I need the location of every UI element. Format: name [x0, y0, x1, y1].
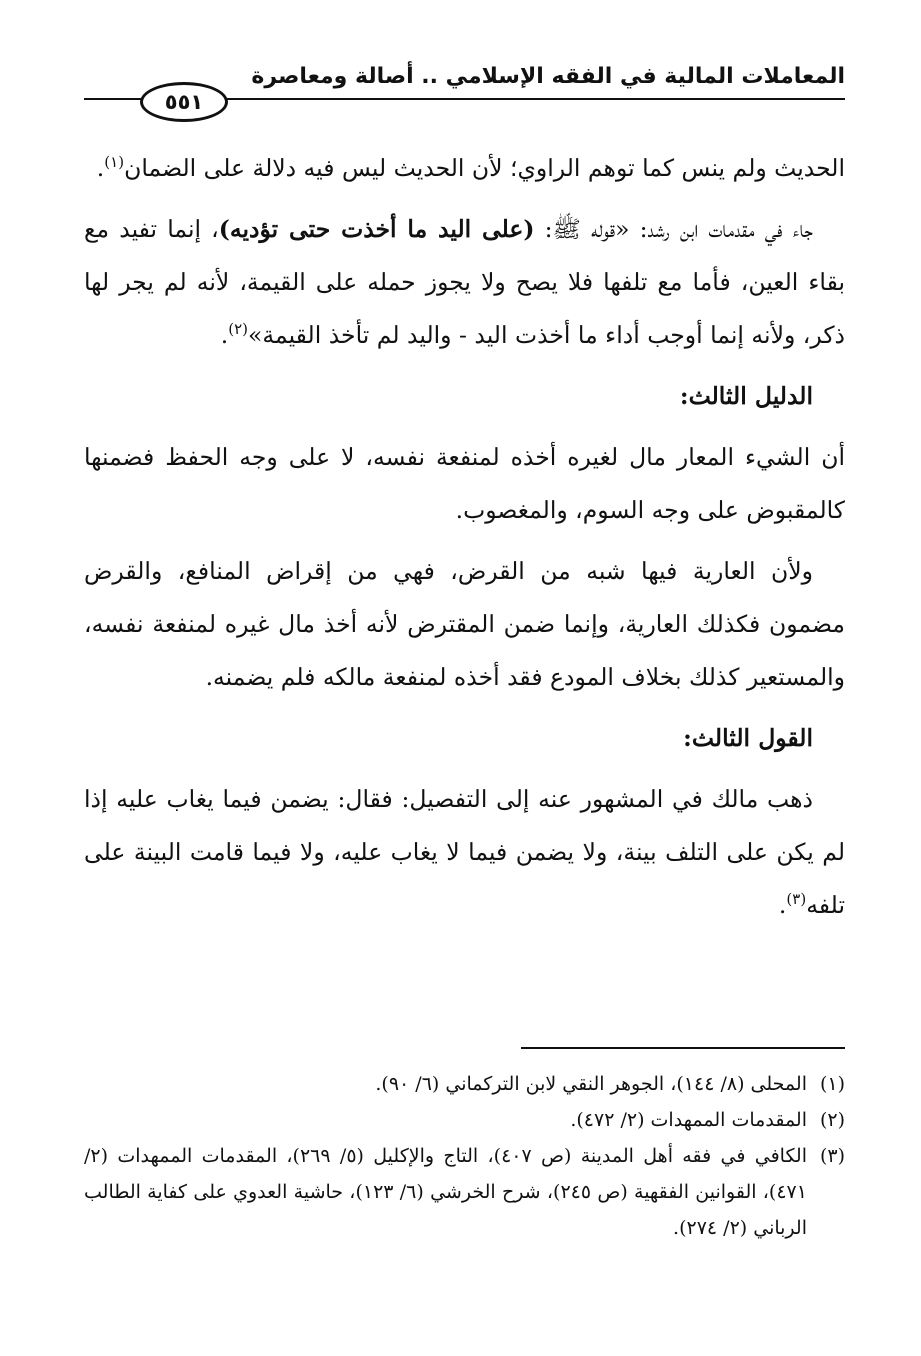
footnotes [84, 1066, 845, 1246]
paragraph-1 [84, 142, 845, 195]
heading-third-opinion: القول الثالث: [683, 724, 813, 752]
footnote-2-number: (٢) [819, 1109, 845, 1131]
footnote-separator [521, 1047, 845, 1049]
hadith-quote: (على اليد ما أخذت حتى تؤديه) [218, 215, 535, 243]
footnote-3 [84, 1138, 845, 1246]
footnote-ref-3: (٣) [786, 890, 807, 909]
paragraph-3: أن الشيء المعار مال لغيره أخذه لمنفعة نفسه، لا على وجه الحفظ فضمنها كالمقبوض على وجه السوم، والمغصوب. [84, 443, 845, 524]
main-text [84, 142, 845, 940]
paragraph-5-text: ذهب مالك في المشهور عنه إلى التفصيل: فقال: يضمن فيما يغاب عليه إذا لم يكن على التلف بينة، ولا يضمن فيما لا يغاب عليه، ولا فيما قامت البينة على تلفه [84, 785, 845, 919]
heading-third-evidence: الدليل الثالث: [679, 382, 813, 410]
footnote-2 [84, 1102, 845, 1138]
paragraph-5 [84, 773, 845, 932]
paragraph-1-text: الحديث ولم ينس كما توهم الراوي؛ لأن الحديث ليس فيه دلالة على الضمان [124, 154, 845, 182]
footnote-1-text: المحلى (٨/ ١٤٤)، الجوهر النقي لابن التركماني (٦/ ٩٠). [375, 1073, 807, 1095]
footnote-ref-1: (١) [104, 153, 125, 172]
paragraph-2 [84, 203, 845, 362]
paragraph-2-end: . [220, 321, 229, 349]
paragraph-2-lead: جاء في مقدمات ابن رشد: «قوله ﷺ: [534, 215, 814, 243]
footnote-2-text: المقدمات الممهدات (٢/ ٤٧٢). [570, 1109, 807, 1131]
footnote-3-number: (٣) [819, 1145, 845, 1167]
paragraph-4: ولأن العارية فيها شبه من القرض، فهي من إقراض المنافع، والقرض مضمون فكذلك العارية، وإنما ضمن المقترض لأنه أخذ مال غيره لمنفعة نفسه، والمستعير كذلك بخلاف المودع فقد أخذه لمنفعة مالكه فلم يضمنه. [84, 557, 845, 691]
paragraph-1-end: . [96, 154, 105, 182]
footnote-1-number: (١) [819, 1073, 845, 1095]
footnote-1 [84, 1066, 845, 1102]
footnote-ref-2: (٢) [228, 320, 249, 339]
running-header [84, 62, 845, 114]
footnote-3-text: الكافي في فقه أهل المدينة (ص ٤٠٧)، التاج والإكليل (٥/ ٢٦٩)، المقدمات الممهدات (٢/ ٤٧١)، القوانين الفقهية (ص ٢٤٥)، شرح الخرشي (٦/ ١٢٣)، حاشية العدوي على كفاية الطالب الرباني (٢/ ٢٧٤). [84, 1145, 807, 1239]
paragraph-5-end: . [778, 891, 787, 919]
running-title: المعاملات المالية في الفقه الإسلامي .. أصالة ومعاصرة [251, 64, 845, 89]
page-number-oval: ٥٥١ [140, 82, 228, 122]
paragraph-2-rest: ، إنما تفيد مع بقاء العين، فأما مع تلفها فلا يصح ولا يجوز حمله على القيمة، لأنه لم يجر لها ذكر، ولأنه إنما أوجب أداء ما أخذت اليد - واليد لم تأخذ القيمة» [84, 215, 845, 349]
